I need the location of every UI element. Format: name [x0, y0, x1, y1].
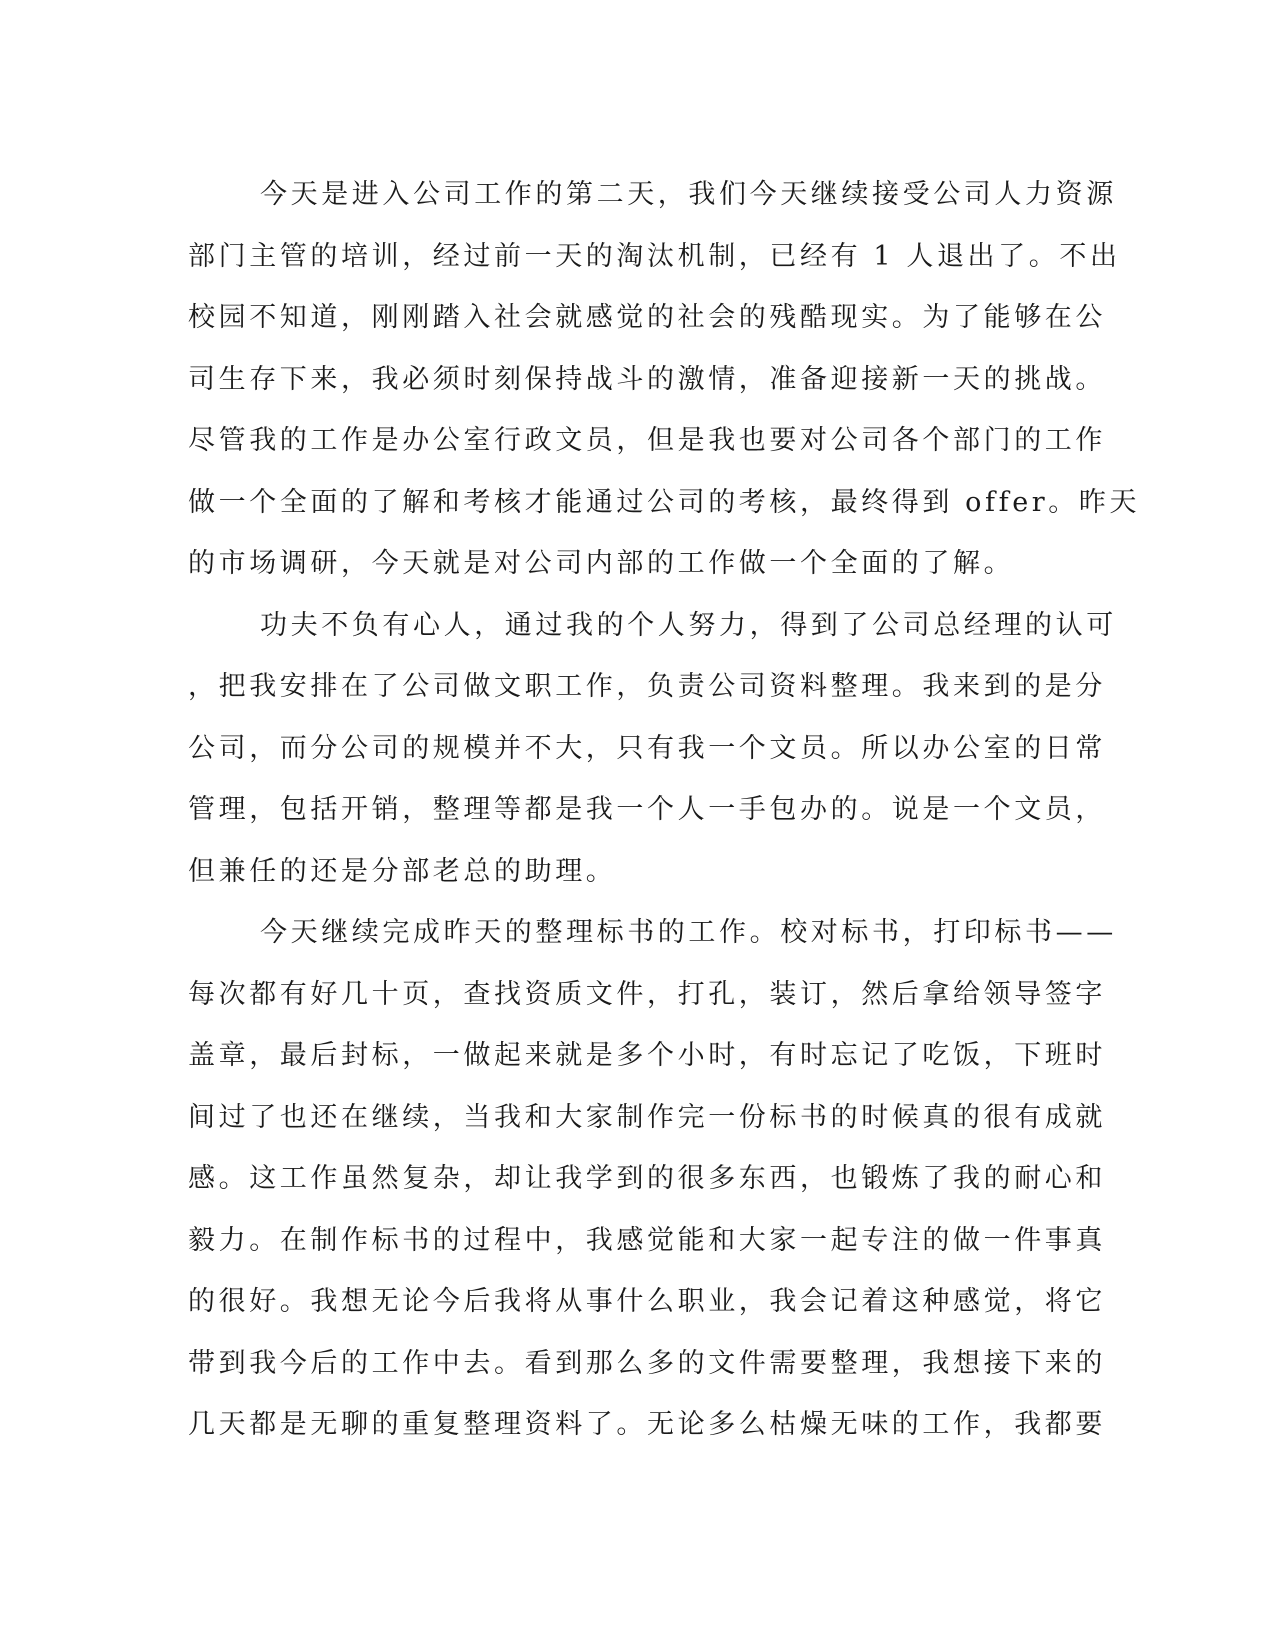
paragraph-1: [188, 164, 1141, 595]
paragraph-line: 管理，包括开销，整理等都是我一个人一手包办的。说是一个文员，: [188, 794, 1106, 825]
paragraph-line: 部门主管的培训，经过前一天的淘汰机制，已经有 1 人退出了。不出: [188, 240, 1121, 272]
paragraph-line: 公司，而分公司的规模并不大，只有我一个文员。所以办公室的日常: [188, 732, 1106, 764]
paragraph-line: 的很好。我想无论今后我将从事什么职业，我会记着这种感觉，将它: [188, 1286, 1106, 1317]
paragraph-line: 校园不知道，刚刚踏入社会就感觉的社会的残酷现实。为了能够在公: [188, 302, 1106, 333]
paragraph-line: 做一个全面的了解和考核才能通过公司的考核，最终得到 offer。昨天: [188, 486, 1141, 518]
paragraph-line: 今天继续完成昨天的整理标书的工作。校对标书，打印标书——: [260, 917, 1117, 948]
paragraph-line: 司生存下来，我必须时刻保持战斗的激情，准备迎接新一天的挑战。: [188, 363, 1106, 395]
paragraph-line: 的市场调研，今天就是对公司内部的工作做一个全面的了解。: [188, 548, 1015, 579]
paragraph-line: 每次都有好几十页，查找资质文件，打孔，装订，然后拿给领导签字: [188, 978, 1106, 1010]
paragraph-line: 毅力。在制作标书的过程中，我感觉能和大家一起专注的做一件事真: [188, 1224, 1106, 1256]
paragraph-2: [188, 595, 1117, 903]
paragraph-line: 今天是进入公司工作的第二天，我们今天继续接受公司人力资源: [260, 179, 1117, 210]
paragraph-line: 尽管我的工作是办公室行政文员，但是我也要对公司各个部门的工作: [188, 425, 1106, 456]
paragraph-line: 间过了也还在继续，当我和大家制作完一份标书的时候真的很有成就: [188, 1101, 1106, 1133]
paragraph-line: 但兼任的还是分部老总的助理。: [188, 855, 617, 887]
paragraph-line: 感。这工作虽然复杂，却让我学到的很多东西，也锻炼了我的耐心和: [188, 1163, 1106, 1194]
paragraph-line: 几天都是无聊的重复整理资料了。无论多么枯燥无味的工作，我都要: [188, 1409, 1106, 1440]
document-body: [188, 164, 1141, 1456]
paragraph-line: 带到我今后的工作中去。看到那么多的文件需要整理，我想接下来的: [188, 1347, 1106, 1379]
paragraph-line: ，把我安排在了公司做文职工作，负责公司资料整理。我来到的是分: [188, 671, 1106, 702]
paragraph-3: [188, 902, 1117, 1456]
paragraph-line: 功夫不负有心人，通过我的个人努力，得到了公司总经理的认可: [260, 609, 1117, 641]
paragraph-line: 盖章，最后封标，一做起来就是多个小时，有时忘记了吃饭，下班时: [188, 1040, 1106, 1071]
